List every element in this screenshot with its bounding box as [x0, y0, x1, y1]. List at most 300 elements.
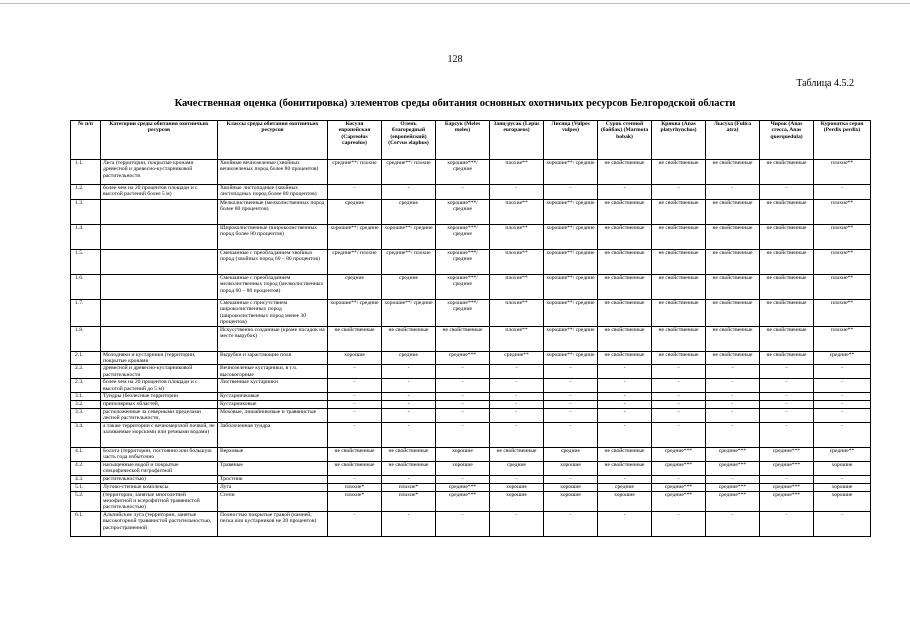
table-cell: хорошие [490, 491, 544, 511]
table-cell: - [328, 401, 382, 409]
table-cell: хорошие**/ средние [382, 225, 436, 250]
table-cell: средние**/ плохие [328, 160, 382, 185]
table-cell: Луга [218, 483, 328, 491]
table-cell: не свойственные [598, 200, 652, 225]
col-header: Сурок степной (байбак) (Marmota bobak) [598, 121, 652, 160]
table-cell: - [814, 365, 871, 379]
table-cell: плохие* [382, 483, 436, 491]
table-cell: расположенные за северными пределами лесной растительности, [101, 409, 218, 423]
table-cell: Кустарниковые [218, 401, 328, 409]
table-cell: хорошие [814, 483, 871, 491]
table-row [71, 225, 871, 250]
table-cell: Болота (территории, постоянно или большую часть года избыточно [101, 447, 218, 461]
table-cell: не свойственные [598, 447, 652, 461]
table-cell: не свойственные [760, 200, 814, 225]
table-cell: - [598, 393, 652, 401]
table-cell: - [436, 475, 490, 483]
table-cell: не свойственные [598, 225, 652, 250]
table-cell: - [382, 511, 436, 536]
table-cell: 4.1. [71, 447, 101, 461]
table-cell: плохие** [814, 250, 871, 275]
table-cell: - [652, 511, 706, 536]
table-row [71, 250, 871, 275]
table-cell: хорошие***/ средние [436, 160, 490, 185]
table-row [71, 393, 871, 401]
table-cell: - [382, 365, 436, 379]
table-cell: - [544, 365, 598, 379]
table-cell: хорошие [544, 483, 598, 491]
table-cell: не свойственные [706, 160, 760, 185]
table-cell: - [544, 475, 598, 483]
table-cell: - [382, 409, 436, 423]
table-cell: плохие* [328, 483, 382, 491]
table-cell: 2.2. [71, 365, 101, 379]
table-cell: Искусственно созданные (кроме посадок на месте вырубок) [218, 326, 328, 351]
table-cell: средние [490, 461, 544, 475]
table-cell: Мелколиственные (мелколиственных пород более 80 процентов) [218, 200, 328, 225]
table-cell: - [814, 409, 871, 423]
table-cell [101, 300, 218, 327]
table-row [71, 200, 871, 225]
table-cell: 4.2. [71, 461, 101, 475]
table-cell: плохие** [814, 326, 871, 351]
table-cell: - [436, 365, 490, 379]
table-cell: средние*** [760, 483, 814, 491]
table-cell: - [382, 475, 436, 483]
table-cell: Леса (территории, покрытые кронами древесной и древесно-кустарниковой растительности [101, 160, 218, 185]
table-cell: - [652, 379, 706, 393]
table-cell: 3.3. [71, 409, 101, 423]
table-cell: 2.3. [71, 379, 101, 393]
table-cell: - [598, 401, 652, 409]
table-cell: - [382, 379, 436, 393]
table-cell: Широколиственные (широколиственных пород более 80 процентов) [218, 225, 328, 250]
table-cell: - [652, 365, 706, 379]
table-cell: - [328, 393, 382, 401]
table-cell: - [328, 475, 382, 483]
table-cell: 1.8. [71, 326, 101, 351]
table-cell: средние [328, 275, 382, 300]
table-cell: Полностью покрытые травой (камней, песка или кустарников не 20 процентов) [218, 511, 328, 536]
table-cell: средние [544, 447, 598, 461]
table-cell: - [490, 365, 544, 379]
table-cell: приполярных областей, [101, 401, 218, 409]
header-row [71, 121, 871, 160]
table-cell: - [490, 511, 544, 536]
document-title: Качественная оценка (бонитировка) элементов среды обитания основных охотничьих ресурсов Белгородской области [174, 98, 736, 109]
table-cell: а также территории с вечномерзлой почвой, не заливаемые морскими или речными водами) [101, 422, 218, 447]
table-cell: не свойственные [328, 447, 382, 461]
page-number: 128 [447, 54, 463, 65]
table-cell: Вырубки и зарастающие поля [218, 351, 328, 365]
table-cell: не свойственные [652, 300, 706, 327]
table-cell: плохие** [814, 300, 871, 327]
table-cell: - [652, 401, 706, 409]
table-cell: Смешанные с преобладанием мелколиственных пород (мелколиственных пород 60 – 80 процентов) [218, 275, 328, 300]
table-cell: - [598, 365, 652, 379]
table-cell: - [328, 379, 382, 393]
habitat-quality-table [70, 120, 871, 537]
table-cell: не свойственные [598, 326, 652, 351]
table-cell: 1.3. [71, 200, 101, 225]
table-cell: плохие** [490, 326, 544, 351]
table-cell: Степи [218, 491, 328, 511]
table-cell: - [598, 409, 652, 423]
table-cell: не свойственные [436, 326, 490, 351]
table-cell: 1.4. [71, 225, 101, 250]
table-cell: Травяные [218, 461, 328, 475]
table-cell: - [544, 401, 598, 409]
table-cell: средние [328, 200, 382, 225]
table-cell: не свойственные [598, 351, 652, 365]
table-cell: хорошие [436, 447, 490, 461]
table-row [71, 160, 871, 185]
table-cell: - [436, 401, 490, 409]
table-cell: Альпийские луга (территории, занятые высокогорной травянистой растительностью, распространенной [101, 511, 218, 536]
table-cell: хорошие**/ средние [544, 351, 598, 365]
table-cell: хорошие**/ средние [544, 300, 598, 327]
col-header: Лисица (Vulpes vulpes) [544, 121, 598, 160]
table-cell: 1.6. [71, 275, 101, 300]
table-cell: 3.4. [71, 422, 101, 447]
scan-edge [0, 3, 910, 4]
table-cell: хорошие [814, 491, 871, 511]
table-cell: - [760, 401, 814, 409]
table-cell: не свойственные [706, 275, 760, 300]
col-header: Категории среды обитания охотничьих ресурсов [101, 121, 218, 160]
table-cell: - [652, 475, 706, 483]
table-cell: средние*** [706, 461, 760, 475]
table-cell: - [328, 185, 382, 200]
table-cell: не свойственные [598, 275, 652, 300]
table-cell: - [436, 511, 490, 536]
table-cell: 6.1. [71, 511, 101, 536]
table-cell: хорошие**/ средние [382, 300, 436, 327]
table-cell: средние*** [436, 491, 490, 511]
table-cell: не свойственные [706, 225, 760, 250]
table-cell [101, 250, 218, 275]
table-cell: - [760, 393, 814, 401]
table-cell: хорошие**/ средние [328, 225, 382, 250]
table-body [71, 160, 871, 537]
table-cell: Молодняки и кустарники (территории, покрытые кронами [101, 351, 218, 365]
table-cell: средние*** [760, 491, 814, 511]
table-row [71, 365, 871, 379]
table-cell: - [598, 422, 652, 447]
table-cell: Смешанные с преобладанием хвойных пород (хвойных пород 60 – 80 процентов) [218, 250, 328, 275]
table-cell: средние*** [706, 447, 760, 461]
table-cell: - [382, 422, 436, 447]
table-cell: - [706, 511, 760, 536]
col-header: Классы среды обитания охотничьих ресурсов [218, 121, 328, 160]
table-cell: средние**/ плохие [382, 160, 436, 185]
table-cell: хорошие***/ средние [436, 200, 490, 225]
table-row [71, 300, 871, 327]
table-row [71, 326, 871, 351]
table-cell [101, 200, 218, 225]
table-cell: 5.1. [71, 483, 101, 491]
table-cell: - [436, 185, 490, 200]
table-cell: средние*** [652, 447, 706, 461]
table-cell: растительностью) [101, 475, 218, 483]
table-cell: плохие* [328, 491, 382, 511]
table-cell: средние [382, 275, 436, 300]
table-cell: не свойственные [706, 351, 760, 365]
table-cell: не свойственные [652, 275, 706, 300]
table-cell: хорошие**/ средние [544, 225, 598, 250]
table-cell: - [598, 185, 652, 200]
table-cell: хорошие [544, 461, 598, 475]
table-cell: хорошие [328, 351, 382, 365]
table-cell: - [814, 422, 871, 447]
table-cell: - [652, 409, 706, 423]
table-cell: - [760, 365, 814, 379]
table-cell: - [328, 422, 382, 447]
table-cell: не свойственные [706, 250, 760, 275]
table-cell: хорошие**/ средние [544, 275, 598, 300]
table-cell: не свойственные [760, 326, 814, 351]
table-cell: Заболоченная тундра [218, 422, 328, 447]
table-cell: Хвойные вечнозеленые (хвойных вечнозеленых пород более 80 процентов) [218, 160, 328, 185]
table-cell: хорошие***/ средние [436, 250, 490, 275]
table-cell: 1.2. [71, 185, 101, 200]
table-cell: не свойственные [760, 275, 814, 300]
table-cell: - [652, 185, 706, 200]
table-cell: - [328, 511, 382, 536]
table-cell: 2.1. [71, 351, 101, 365]
table-cell: - [328, 365, 382, 379]
table-cell: средние*** [652, 461, 706, 475]
table-row [71, 401, 871, 409]
table-cell: плохие** [814, 275, 871, 300]
table-cell: Тундры (безлесные территории [101, 393, 218, 401]
table-cell: хорошие**/ средние [328, 300, 382, 327]
table-cell: не свойственные [328, 326, 382, 351]
table-cell: - [490, 409, 544, 423]
col-header: Кряква (Anas platyrhynchos) [652, 121, 706, 160]
table-cell: плохие** [490, 275, 544, 300]
table-cell: не свойственные [598, 160, 652, 185]
table-cell: Вечнозеленые кустарники, в т.ч. высокогорные [218, 365, 328, 379]
table-cell: плохие** [490, 160, 544, 185]
table-cell: - [814, 185, 871, 200]
table-cell: средние [382, 351, 436, 365]
table-cell: - [436, 393, 490, 401]
table-cell: - [598, 379, 652, 393]
table-cell: - [760, 511, 814, 536]
table-cell: не свойственные [706, 200, 760, 225]
table-row [71, 461, 871, 475]
table-cell: - [490, 185, 544, 200]
table-cell: не свойственные [760, 225, 814, 250]
table-cell: не свойственные [598, 300, 652, 327]
table-cell: средние** [814, 447, 871, 461]
table-cell: - [598, 511, 652, 536]
table-cell: - [760, 475, 814, 483]
table-cell: - [598, 475, 652, 483]
table-cell: средние*** [706, 491, 760, 511]
table-cell: плохие** [490, 225, 544, 250]
table-cell: плохие* [382, 491, 436, 511]
table-cell: древесной и древесно-кустарниковой растительности [101, 365, 218, 379]
table-cell: Верховые [218, 447, 328, 461]
table-cell: не свойственные [706, 300, 760, 327]
table-cell: Смешанные с присутствием широколиственных пород (широколиственных пород менее 30 процентов) [218, 300, 328, 327]
table-cell: - [760, 422, 814, 447]
table-cell: хорошие**/ средние [544, 160, 598, 185]
table-cell: не свойственные [382, 447, 436, 461]
table-row [71, 422, 871, 447]
table-cell: хорошие [544, 491, 598, 511]
col-header: Барсук (Meles meles) [436, 121, 490, 160]
table-cell: хорошие***/ средние [436, 275, 490, 300]
table-cell: хорошие [598, 491, 652, 511]
table-cell: плохие** [490, 300, 544, 327]
table-cell: - [706, 393, 760, 401]
table-cell: средние*** [652, 483, 706, 491]
table-cell: - [760, 409, 814, 423]
table-cell: хорошие**/ средние [544, 326, 598, 351]
table-row [71, 475, 871, 483]
table-cell: 1.5. [71, 250, 101, 275]
table-cell: - [382, 401, 436, 409]
table-cell: - [652, 422, 706, 447]
table-row [71, 483, 871, 491]
table-cell: средние [598, 483, 652, 491]
table-cell: - [814, 475, 871, 483]
table-cell: - [490, 475, 544, 483]
table-cell: не свойственные [652, 225, 706, 250]
table-cell: хорошие [814, 461, 871, 475]
table-row [71, 491, 871, 511]
table-cell: - [544, 422, 598, 447]
table-cell: насыщенные водой и покрытые специфической гигрофитной [101, 461, 218, 475]
table-cell: - [814, 401, 871, 409]
table-cell: - [814, 393, 871, 401]
table-cell [101, 225, 218, 250]
table-cell: - [544, 393, 598, 401]
table-cell: 1.7. [71, 300, 101, 327]
table-cell: - [706, 379, 760, 393]
table-cell: - [328, 409, 382, 423]
table-cell: - [706, 422, 760, 447]
table-cell: не свойственные [760, 300, 814, 327]
table-cell: не свойственные [490, 447, 544, 461]
table-cell: - [760, 185, 814, 200]
table-cell: средние** [814, 351, 871, 365]
table-cell: средние**/ плохие [328, 250, 382, 275]
table-cell: (территории, занятые многолетней мезофитной и ксерофитной травянистой растительностью) [101, 491, 218, 511]
table-cell: Моховые, лишайниковые и травянистые [218, 409, 328, 423]
table-cell: - [706, 365, 760, 379]
table-cell: Лиственные кустарники [218, 379, 328, 393]
table-cell: средние**/ плохие [382, 250, 436, 275]
col-header: Лысуха (Fulica atra) [706, 121, 760, 160]
table-cell: не свойственные [760, 160, 814, 185]
table-cell: - [382, 185, 436, 200]
col-header: Заяц-русак (Lepus europaeus) [490, 121, 544, 160]
table-cell: не свойственные [652, 160, 706, 185]
table-cell: не свойственные [598, 250, 652, 275]
table-cell: Лугово-степные комплексы [101, 483, 218, 491]
table-cell: - [436, 379, 490, 393]
table-cell: - [490, 401, 544, 409]
table-cell: средние*** [436, 483, 490, 491]
table-cell: хорошие**/ средние [544, 200, 598, 225]
table-cell: хорошие**/ средние [544, 250, 598, 275]
table-cell: не свойственные [652, 200, 706, 225]
table-cell: - [544, 409, 598, 423]
table-cell: 4.3. [71, 475, 101, 483]
table-cell: более чем на 20 процентов площади и с высотой растений более 5 м) [101, 185, 218, 200]
table-row [71, 447, 871, 461]
table-cell: плохие** [814, 225, 871, 250]
table-cell: не свойственные [652, 351, 706, 365]
table-cell: - [436, 409, 490, 423]
table-cell: средние*** [652, 491, 706, 511]
table-row [71, 511, 871, 536]
table-cell: - [544, 511, 598, 536]
table-cell: плохие** [814, 160, 871, 185]
table-cell: средние*** [436, 351, 490, 365]
table-cell: плохие** [814, 200, 871, 225]
table-cell: - [544, 185, 598, 200]
table-cell: не свойственные [382, 461, 436, 475]
table-row [71, 379, 871, 393]
table-cell: средние** [490, 351, 544, 365]
table-cell: - [490, 379, 544, 393]
table-cell: плохие** [490, 200, 544, 225]
table-cell: средние*** [760, 447, 814, 461]
table-cell: 3.1. [71, 393, 101, 401]
table-cell: более чем на 20 процентов площади и с высотой растений до 5 м) [101, 379, 218, 393]
table-cell [101, 275, 218, 300]
table-cell: не свойственные [652, 250, 706, 275]
table-cell: средние*** [760, 461, 814, 475]
table-cell: - [706, 475, 760, 483]
table-cell: - [490, 393, 544, 401]
table-cell: Кустарничковые [218, 393, 328, 401]
table-cell: - [706, 185, 760, 200]
table-cell: - [706, 401, 760, 409]
col-header: Олень благородный (европейский) (Cervus elaphus) [382, 121, 436, 160]
table-label: Таблица 4.5.2 [796, 78, 854, 89]
table-cell: хорошие***/ средние [436, 225, 490, 250]
table-cell: - [382, 393, 436, 401]
table-cell: 3.2. [71, 401, 101, 409]
table-cell: средние*** [706, 483, 760, 491]
table-cell: - [490, 422, 544, 447]
table-cell: не свойственные [598, 461, 652, 475]
table-cell: не свойственные [328, 461, 382, 475]
table-cell: не свойственные [706, 326, 760, 351]
table-cell: - [544, 379, 598, 393]
table-cell [101, 326, 218, 351]
table-row [71, 185, 871, 200]
table-cell: хорошие [436, 461, 490, 475]
col-header: Чирок (Anas crecca, Anas querquedula) [760, 121, 814, 160]
table-cell: - [814, 511, 871, 536]
table-cell: не свойственные [760, 250, 814, 275]
table-row [71, 351, 871, 365]
table-cell: Хвойные листопадные (хвойных листопадных пород более 80 процентов) [218, 185, 328, 200]
table-cell: хорошие***/ средние [436, 300, 490, 327]
table-cell: Тростник [218, 475, 328, 483]
col-header: Косуля европейская (Capreolus capreolus) [328, 121, 382, 160]
table-cell: - [436, 422, 490, 447]
table-cell: 5.2. [71, 491, 101, 511]
table-cell: плохие** [490, 250, 544, 275]
